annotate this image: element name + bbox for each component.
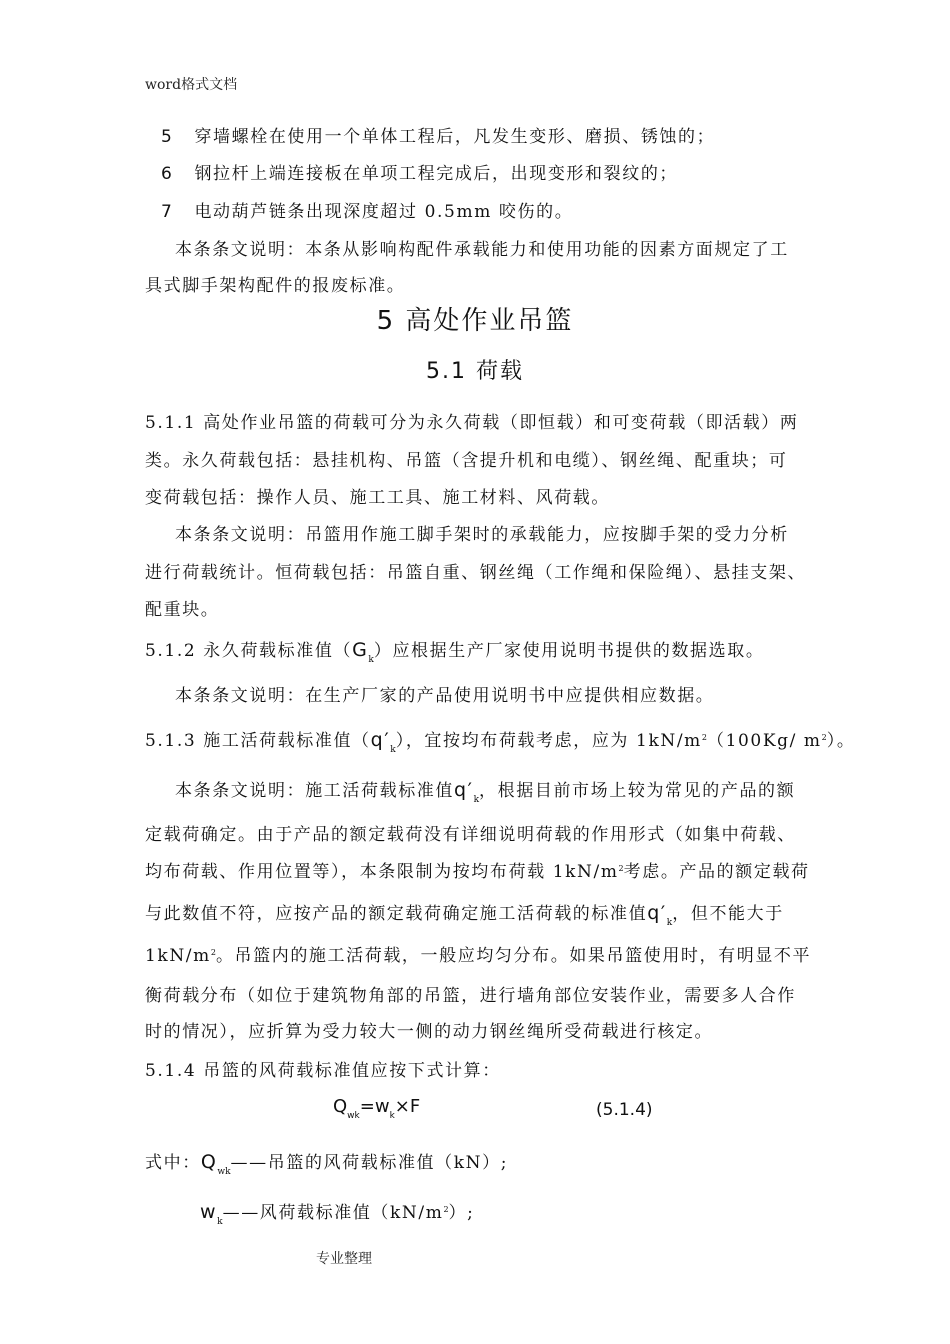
paragraph-line: 5.1.1 高处作业吊篮的荷载可分为永久荷载（即恒载）和可变荷载（即活载）两 xyxy=(145,413,799,433)
commentary-line: 具式脚手架构配件的报废标准。 xyxy=(145,276,406,296)
symbol-q: q′ xyxy=(454,779,474,801)
paragraph-5-1-3: 5.1.3 施工活荷载标准值$(q'_k)$，宜按均布荷载考虑，应为 $1kN/m^2(100Kg/$ $m^2$）。 xyxy=(145,729,856,755)
commentary-line: 本条条文说明：施工活荷载标准值$q'_k$，根据目前市场上较为常见的产品的额 xyxy=(175,779,796,805)
list-item-text: 穿墙螺栓在使用一个单体工程后，凡发生变形、磨损、锈蚀的； xyxy=(194,127,716,147)
formula-number: (5.1.4) xyxy=(596,1100,653,1120)
paragraph-line: 类。永久荷载包括：悬挂机构、吊篮（含提升机和电缆）、钢丝绳、配重块；可 xyxy=(145,451,788,471)
list-item-text: 电动葫芦链条出现深度超过 0.5mm 咬伤的。 xyxy=(194,202,574,222)
paragraph-5-1-4: 5.1.4 吊篮的风荷载标准值应按下式计算： xyxy=(145,1061,501,1081)
page-footer: 专业整理 xyxy=(316,1251,372,1267)
symbol-q: q′ xyxy=(370,729,391,751)
commentary-line: $1kN/m^2$。吊篮内的施工活荷载，一般应均匀分布。如果吊篮使用时，有明显不平 xyxy=(145,946,812,966)
commentary-line: 衡荷载分布（如位于建筑物角部的吊篮，进行墙角部位安装作业，需要多人合作 xyxy=(145,986,796,1006)
paragraph-5-1-2: 5.1.2 永久荷载标准值$(G_k)$应根据生产厂家使用说明书提供的数据选取。 xyxy=(145,639,765,665)
section-title: 5 高处作业吊篮 xyxy=(376,306,574,336)
commentary-line: 本条条文说明：在生产厂家的产品使用说明书中应提供相应数据。 xyxy=(175,686,715,706)
list-item xyxy=(161,197,573,222)
commentary-line: 进行荷载统计。恒荷载包括：吊篮自重、钢丝绳（工作绳和保险绳）、悬挂支架、 xyxy=(145,563,807,583)
list-item xyxy=(161,122,715,147)
list-item-number: 6 xyxy=(161,164,174,184)
list-item xyxy=(161,159,678,184)
symbol-G: G xyxy=(352,639,369,661)
page-header: word格式文档 xyxy=(145,77,238,93)
where-clause-w: $w_k——$风荷载标准值$(kN/m^2)$; xyxy=(200,1201,475,1227)
paragraph-line: 变荷载包括：操作人员、施工工具、施工材料、风荷载。 xyxy=(145,488,610,508)
subsection-title: 5.1 荷载 xyxy=(426,359,524,384)
commentary-line: 定载荷确定。由于产品的额定载荷没有详细说明荷载的作用形式（如集中荷载、 xyxy=(145,825,796,845)
commentary-line: 配重块。 xyxy=(145,600,220,620)
commentary-line: 本条条文说明：本条从影响构配件承载能力和使用功能的因素方面规定了工 xyxy=(175,240,789,260)
list-item-text: 钢拉杆上端连接板在单项工程完成后，出现变形和裂纹的； xyxy=(194,164,679,184)
formula: $Q_{wk}=w_k\times F$ xyxy=(333,1096,421,1121)
list-item-number: 5 xyxy=(161,127,174,147)
commentary-line: 时的情况），应折算为受力较大一侧的动力钢丝绳所受荷载进行核定。 xyxy=(145,1022,714,1042)
symbol-q: q′ xyxy=(647,902,667,924)
where-clause-q: 式中：$Q_{wk}——$吊篮的风荷载标准值（kN）; xyxy=(145,1151,509,1177)
commentary-line: 本条条文说明：吊篮用作施工脚手架时的承载能力，应按脚手架的受力分析 xyxy=(175,525,789,545)
list-item-number: 7 xyxy=(161,202,174,222)
commentary-line: 均布荷载、作用位置等），本条限制为按均布荷载 $1kN/m^2$考虑。产品的额定载荷 xyxy=(145,862,810,882)
commentary-line: 与此数值不符，应按产品的额定载荷确定施工活荷载的标准值$q'_k$，但不能大于 xyxy=(145,902,784,928)
